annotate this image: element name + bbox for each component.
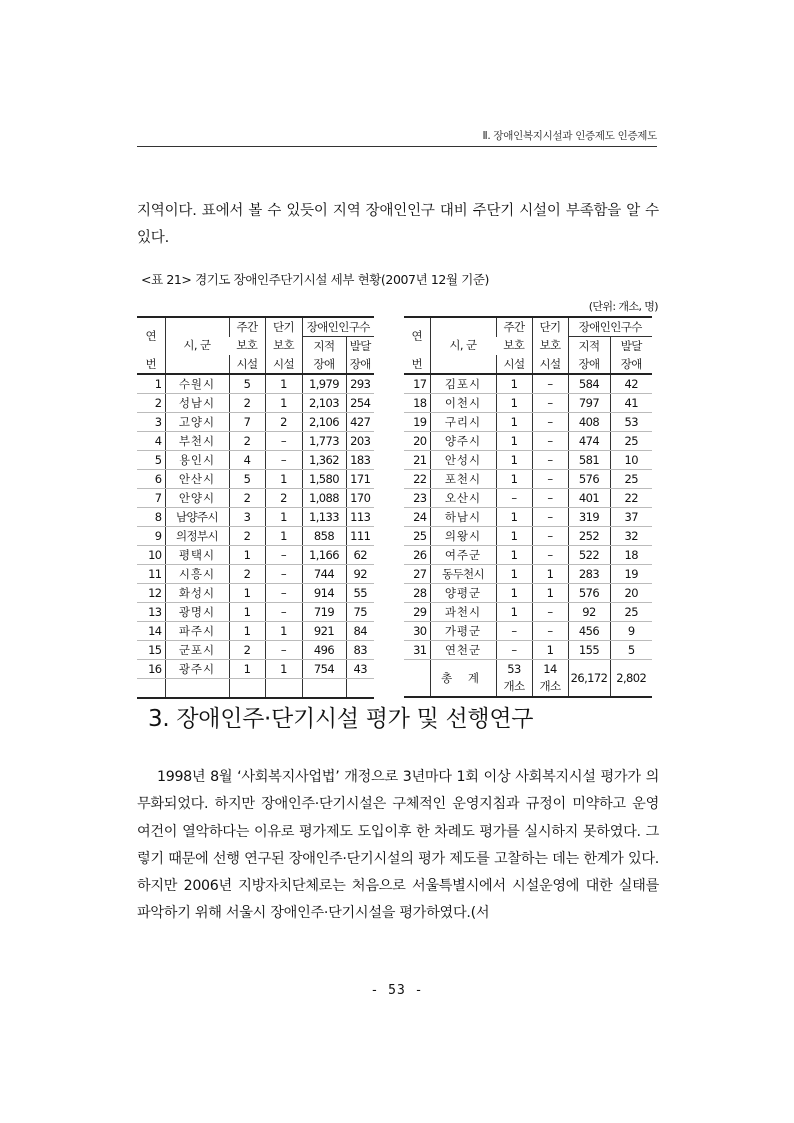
developmental-count: 18 [610,546,652,565]
section-title: 3. 장애인주·단기시설 평가 및 선행연구 [148,706,534,732]
row-number: 16 [137,660,165,679]
table-row [137,489,374,508]
header-city: 시, 군 [430,317,496,374]
intellectual-count: 456 [568,622,610,641]
intellectual-count: 496 [302,641,346,660]
intellectual-count: 408 [568,413,610,432]
table-row [404,603,652,622]
developmental-count: 25 [610,470,652,489]
header-developmental: 발달 [610,337,652,356]
city-name: 군포시 [165,641,229,660]
developmental-count: 41 [610,394,652,413]
intellectual-count: 576 [568,584,610,603]
total-row [404,660,652,698]
day-care-count: – [496,489,532,508]
intellectual-count: 719 [302,603,346,622]
day-care-count: 2 [229,394,265,413]
total-day-unit: 개소 [503,679,525,693]
intellectual-count: 2,106 [302,413,346,432]
developmental-count: 9 [610,622,652,641]
header-day: 주간 [229,317,265,337]
row-number: 3 [137,413,165,432]
table-row [404,584,652,603]
city-name: 이천시 [430,394,496,413]
intellectual-count: 401 [568,489,610,508]
header-day: 주간 [496,317,532,337]
city-name: 양평군 [430,584,496,603]
total-short-count: 14 [543,662,557,676]
day-care-count: 1 [496,413,532,432]
city-name: 안산시 [165,470,229,489]
short-term-count: 1 [265,394,302,413]
table-row [137,660,374,679]
table-row [137,470,374,489]
city-name: 남양주시 [165,508,229,527]
day-care-count: 5 [229,374,265,394]
row-number: 21 [404,451,430,470]
table-row [404,394,652,413]
table-row [137,527,374,546]
short-term-count: – [265,565,302,584]
row-number: 5 [137,451,165,470]
developmental-count: 113 [346,508,374,527]
day-care-count: 1 [496,527,532,546]
day-care-count: 1 [496,584,532,603]
row-number: 29 [404,603,430,622]
city-name: 수원시 [165,374,229,394]
developmental-count: 42 [610,374,652,394]
developmental-count: 5 [610,641,652,660]
developmental-count: 25 [610,603,652,622]
short-term-count: – [265,432,302,451]
header-intellectual: 장애 [568,355,610,374]
total-short-term [532,660,568,698]
city-name: 의정부시 [165,527,229,546]
intellectual-count: 1,166 [302,546,346,565]
day-care-count: 1 [496,470,532,489]
day-care-count: 4 [229,451,265,470]
city-name: 하남시 [430,508,496,527]
row-number: 22 [404,470,430,489]
empty-cell [137,679,165,699]
total-developmental: 2,802 [610,660,652,698]
intellectual-count: 155 [568,641,610,660]
table-row [137,508,374,527]
day-care-count: 1 [229,584,265,603]
day-care-count: 1 [229,622,265,641]
table-row [404,374,652,394]
short-term-count: – [265,451,302,470]
header-no: 번 [404,355,430,374]
day-care-count: 1 [229,546,265,565]
header-intellectual: 장애 [302,355,346,374]
day-care-count: 1 [496,374,532,394]
short-term-count: – [532,413,568,432]
page-number: - 53 - [370,983,424,998]
body-paragraph-text: 1998년 8월 ‘사회복지사업법’ 개정으로 3년마다 1회 이상 사회복지시설 평가가 의무화되었다. 하지만 장애인주·단기시설은 구체적인 운영지침과 규정이 미약하고 운영 여건이 열악하다는 이유로 평가제도 도입이후 한 차례도 평가를 실시하지 못하였다. 그렇기 때문에 선행 연구된 장애인주·단기시설의 평가 제도를 고찰하는 데는 한계가 있다. 하지만 2006년 지방자치단체로는 처음으로 서울특별시에서 시설운영에 대한 실태를 파악하기 위해 서울시 장애인주·단기시설을 평가하였다.(서 [137,769,659,922]
day-care-count: 1 [496,546,532,565]
intellectual-count: 319 [568,508,610,527]
day-care-count: 2 [229,641,265,660]
developmental-count: 10 [610,451,652,470]
total-day-count: 53 [507,662,521,676]
short-term-count: – [532,603,568,622]
intellectual-count: 581 [568,451,610,470]
table-row [404,527,652,546]
city-name: 안양시 [165,489,229,508]
header-population: 장애인인구수 [568,317,652,337]
city-name: 용인시 [165,451,229,470]
city-name: 부천시 [165,432,229,451]
short-term-count: – [532,508,568,527]
intellectual-count: 1,088 [302,489,346,508]
city-name: 김포시 [430,374,496,394]
intellectual-count: 474 [568,432,610,451]
city-name: 오산시 [430,489,496,508]
short-term-count: – [532,374,568,394]
intellectual-count: 2,103 [302,394,346,413]
empty-cell [165,679,229,699]
table-row [137,374,374,394]
developmental-count: 92 [346,565,374,584]
short-term-count: – [532,546,568,565]
body-paragraph [137,764,659,928]
city-name: 성남시 [165,394,229,413]
table-row-empty [137,679,374,699]
table-row [404,565,652,584]
intellectual-count: 1,979 [302,374,346,394]
city-name: 연천군 [430,641,496,660]
city-name: 양주시 [430,432,496,451]
row-number: 13 [137,603,165,622]
short-term-count: – [265,584,302,603]
city-name: 화성시 [165,584,229,603]
intellectual-count: 92 [568,603,610,622]
row-number: 9 [137,527,165,546]
row-number: 26 [404,546,430,565]
header-developmental: 장애 [346,355,374,374]
day-care-count: 1 [229,603,265,622]
developmental-count: 254 [346,394,374,413]
header-intellectual: 지적 [568,337,610,356]
short-term-count: 1 [265,660,302,679]
intellectual-count: 744 [302,565,346,584]
short-term-count: – [532,451,568,470]
day-care-count: 5 [229,470,265,489]
table-row [404,508,652,527]
total-intellectual: 26,172 [568,660,610,698]
row-number: 18 [404,394,430,413]
intellectual-count: 252 [568,527,610,546]
header-rule [137,146,657,147]
short-term-count: – [532,432,568,451]
table-row [404,641,652,660]
table-row [137,641,374,660]
table-row [137,394,374,413]
city-name: 여주군 [430,546,496,565]
facility-table-left [137,316,374,699]
row-number: 28 [404,584,430,603]
header-short: 시설 [265,355,302,374]
row-number: 2 [137,394,165,413]
city-name: 의왕시 [430,527,496,546]
row-number: 8 [137,508,165,527]
row-number: 10 [137,546,165,565]
header-day: 보호 [503,338,525,353]
developmental-count: 183 [346,451,374,470]
row-number: 17 [404,374,430,394]
city-name: 동두천시 [430,565,496,584]
table-unit: (단위: 개소, 명) [588,300,658,313]
row-number: 24 [404,508,430,527]
short-term-count: 1 [265,508,302,527]
short-term-count: 1 [532,641,568,660]
row-number: 27 [404,565,430,584]
row-number: 7 [137,489,165,508]
day-care-count: 2 [229,565,265,584]
row-number: 14 [137,622,165,641]
day-care-count: 1 [496,508,532,527]
intellectual-count: 1,362 [302,451,346,470]
city-name: 고양시 [165,413,229,432]
city-name: 파주시 [165,622,229,641]
developmental-count: 32 [610,527,652,546]
developmental-count: 43 [346,660,374,679]
table-row [404,413,652,432]
header-short: 시설 [532,355,568,374]
intellectual-count: 283 [568,565,610,584]
day-care-count: 2 [229,527,265,546]
developmental-count: 20 [610,584,652,603]
city-name: 시흥시 [165,565,229,584]
day-care-count: 2 [229,432,265,451]
header-short: 보호 [532,337,568,356]
developmental-count: 25 [610,432,652,451]
running-header: Ⅱ. 장애인복지시설과 인증제도 인증제도 [482,130,657,142]
short-term-count: – [532,622,568,641]
intro-paragraph: 지역이다. 표에서 볼 수 있듯이 지역 장애인인구 대비 주단기 시설이 부족함을 알 수 있다. [137,203,659,246]
day-care-count: 2 [229,489,265,508]
table-row [404,622,652,641]
city-name: 가평군 [430,622,496,641]
table-row [404,546,652,565]
developmental-count: 75 [346,603,374,622]
short-term-count: – [265,641,302,660]
table-row [137,565,374,584]
table-row [137,603,374,622]
facility-table-right [404,316,652,698]
total-day-care [496,660,532,698]
header-no: 연 [137,317,165,355]
developmental-count: 170 [346,489,374,508]
short-term-count: 1 [265,622,302,641]
table-row [404,432,652,451]
table-row [137,546,374,565]
header-short: 단기 [265,317,302,337]
developmental-count: 84 [346,622,374,641]
header-developmental: 발달 [346,337,374,356]
developmental-count: 55 [346,584,374,603]
header-short: 보호 [265,337,302,356]
row-number: 23 [404,489,430,508]
short-term-count: 1 [532,584,568,603]
short-term-count: – [532,470,568,489]
developmental-count: 53 [610,413,652,432]
table-row [404,470,652,489]
header-day: 시설 [229,355,265,374]
header-no: 번 [137,355,165,374]
row-number: 4 [137,432,165,451]
short-term-count: 1 [265,374,302,394]
header-day: 보호 [236,338,258,353]
city-name: 포천시 [430,470,496,489]
header-developmental: 장애 [610,355,652,374]
short-term-count: 2 [265,489,302,508]
intellectual-count: 1,580 [302,470,346,489]
developmental-count: 19 [610,565,652,584]
city-name: 안성시 [430,451,496,470]
short-term-count: 1 [265,527,302,546]
empty-cell [404,660,430,698]
short-term-count: – [532,394,568,413]
day-care-count: 1 [496,603,532,622]
developmental-count: 171 [346,470,374,489]
table-row [404,489,652,508]
short-term-count: 1 [265,470,302,489]
developmental-count: 83 [346,641,374,660]
table-row [137,622,374,641]
developmental-count: 22 [610,489,652,508]
row-number: 19 [404,413,430,432]
intellectual-count: 797 [568,394,610,413]
row-number: 15 [137,641,165,660]
day-care-count: 1 [496,565,532,584]
empty-cell [302,679,346,699]
day-care-count: – [496,622,532,641]
row-number: 6 [137,470,165,489]
row-number: 20 [404,432,430,451]
short-term-count: 2 [265,413,302,432]
empty-cell [229,679,265,699]
short-term-count: – [265,546,302,565]
city-name: 구리시 [430,413,496,432]
total-short-unit: 개소 [539,679,561,693]
empty-cell [265,679,302,699]
intellectual-count: 522 [568,546,610,565]
row-number: 11 [137,565,165,584]
city-name: 평택시 [165,546,229,565]
developmental-count: 62 [346,546,374,565]
intellectual-count: 1,773 [302,432,346,451]
intellectual-count: 921 [302,622,346,641]
header-day: 시설 [496,355,532,374]
day-care-count: 3 [229,508,265,527]
intellectual-count: 1,133 [302,508,346,527]
developmental-count: 293 [346,374,374,394]
intellectual-count: 584 [568,374,610,394]
developmental-count: 203 [346,432,374,451]
row-number: 31 [404,641,430,660]
empty-cell [346,679,374,699]
header-intellectual: 지적 [302,337,346,356]
intellectual-count: 914 [302,584,346,603]
city-name: 과천시 [430,603,496,622]
total-label: 총 계 [430,660,496,698]
short-term-count: – [532,489,568,508]
developmental-count: 111 [346,527,374,546]
header-city: 시, 군 [165,317,229,374]
row-number: 12 [137,584,165,603]
intellectual-count: 858 [302,527,346,546]
short-term-count: – [265,603,302,622]
row-number: 1 [137,374,165,394]
developmental-count: 37 [610,508,652,527]
table-row [137,584,374,603]
table-row [137,413,374,432]
table-caption: <표 21> 경기도 장애인주단기시설 세부 현황(2007년 12월 기준) [141,272,490,287]
intellectual-count: 576 [568,470,610,489]
day-care-count: 1 [496,432,532,451]
row-number: 30 [404,622,430,641]
header-short: 단기 [532,317,568,337]
day-care-count: 1 [229,660,265,679]
developmental-count: 427 [346,413,374,432]
row-number: 25 [404,527,430,546]
short-term-count: – [532,527,568,546]
intellectual-count: 754 [302,660,346,679]
short-term-count: 1 [532,565,568,584]
table-row [137,451,374,470]
city-name: 광명시 [165,603,229,622]
day-care-count: 1 [496,451,532,470]
city-name: 광주시 [165,660,229,679]
header-population: 장애인인구수 [302,317,374,337]
header-no: 연 [404,317,430,355]
day-care-count: 1 [496,394,532,413]
day-care-count: 7 [229,413,265,432]
day-care-count: – [496,641,532,660]
table-row [404,451,652,470]
table-row [137,432,374,451]
